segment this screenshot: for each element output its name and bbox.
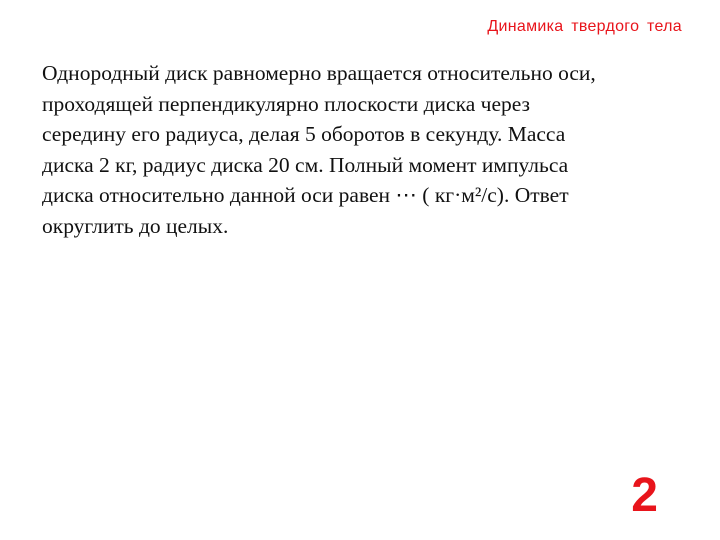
problem-statement [42,58,682,241]
slide-number: 2 [631,469,658,522]
problem-text: Однородный диск равномерно вращается относительно оси, проходящей перпендикулярно плоскости диска через середину его радиуса, делая 5 оборотов в секунду. Масса диска 2 кг, радиус диска 20 см. Полный момент импульса диска относительно данной оси равен ⋯ ( кг·м²/с). Ответ округлить до целых. [42,61,596,238]
topic-title: Динамика твердого тела [487,18,682,35]
